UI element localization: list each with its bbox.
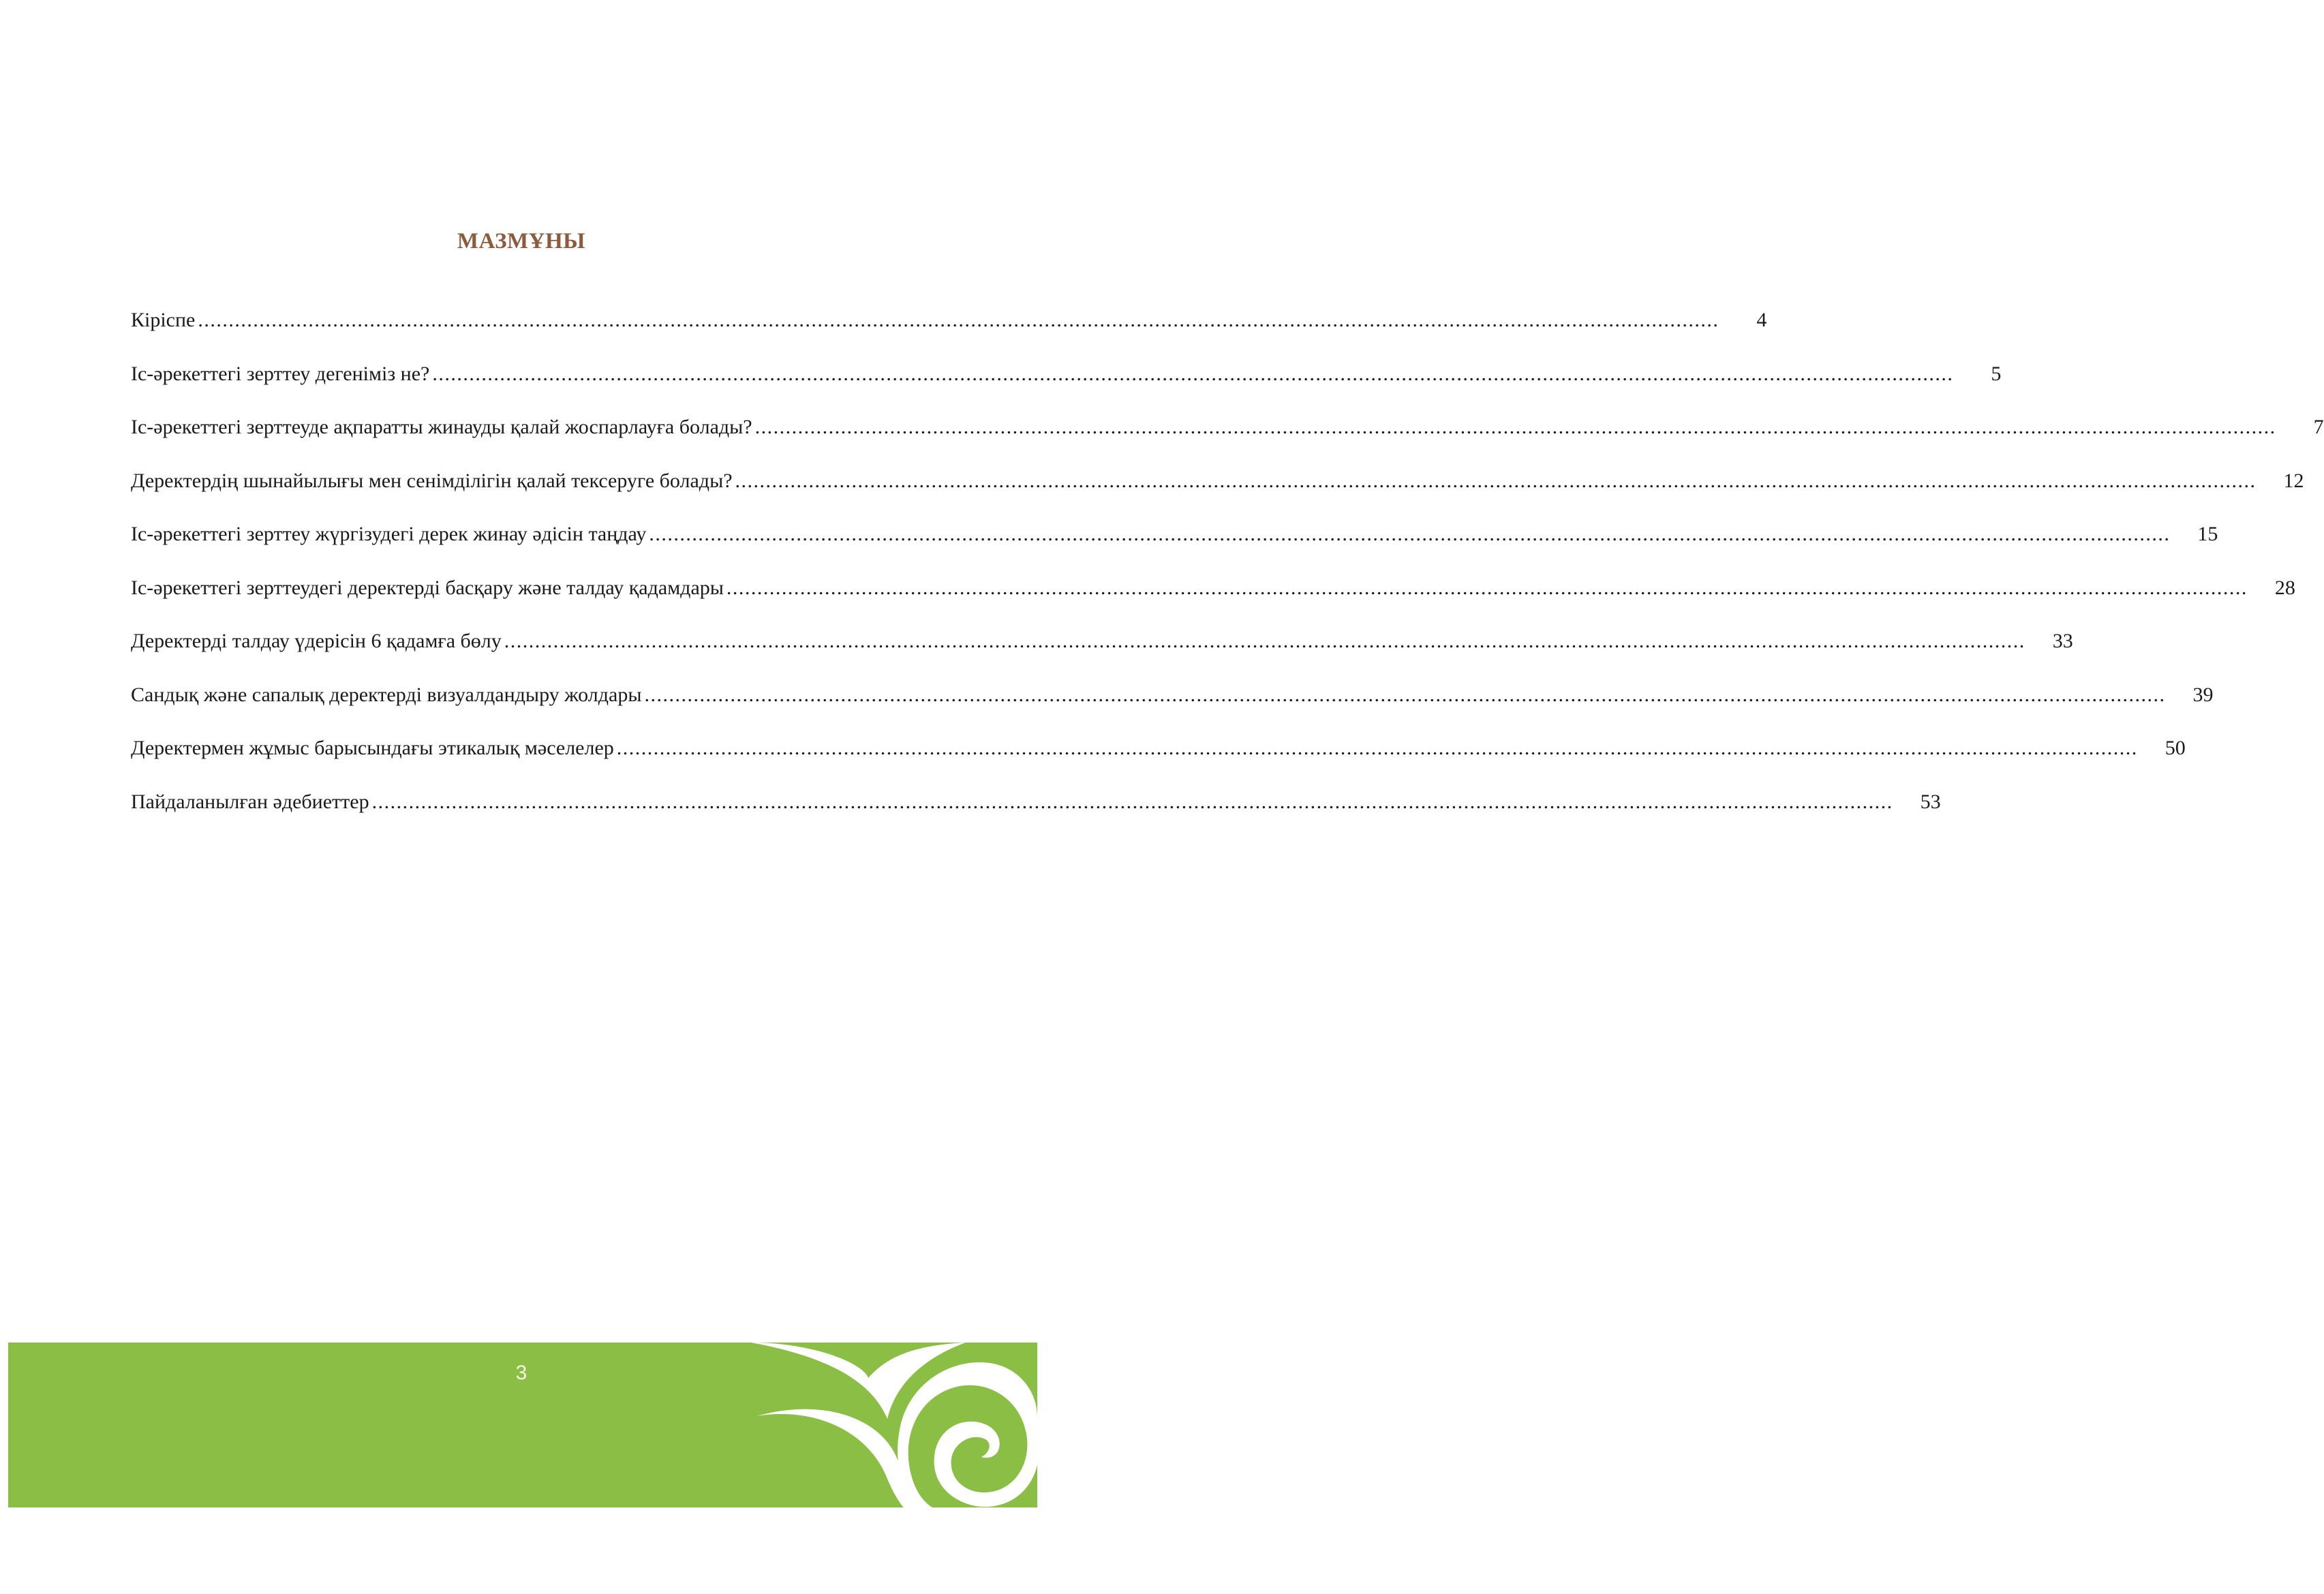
toc-entry-label: Деректердің шынайылығы мен сенімділігін қалай тексеруге болады?: [131, 469, 733, 492]
toc-entry[interactable]: [131, 790, 1941, 844]
toc-entry-page: 28: [2274, 576, 2295, 599]
toc-entry[interactable]: [131, 415, 2324, 469]
toc-entry-label: Кіріспе: [131, 309, 196, 331]
toc-entry-page: 39: [2192, 683, 2214, 706]
toc-dot-leader: ........................................................................................................................................................................................................................................................: [649, 523, 2171, 545]
toc-entry-label: Іс-әрекеттегі зерттеу дегеніміз не?: [131, 362, 430, 385]
toc-entry-label: Іс-әрекеттегі зерттеудегі деректерді басқару және талдау қадамдары: [131, 576, 724, 599]
toc-dot-leader: ........................................................................................................................................................................................................................................................: [432, 362, 1954, 385]
toc-entry[interactable]: [131, 629, 2073, 683]
toc-dot-leader: ........................................................................................................................................................................................................................................................: [754, 416, 2276, 438]
page-number: 3: [515, 1362, 528, 1384]
toc-entry-label: Деректермен жұмыс барысындағы этикалық мәселелер: [131, 737, 614, 759]
toc-entry-label: Пайдаланылған әдебиеттер: [131, 790, 369, 813]
toc-entry-page: 4: [1756, 309, 1767, 331]
toc-entry-label: Деректерді талдау үдерісін 6 қадамға бөлу: [131, 630, 502, 652]
toc-entry[interactable]: [131, 522, 2218, 576]
toc-entry-page: 33: [2052, 630, 2073, 652]
toc-entry-label: Сандық және сапалық деректерді визуалдандыру жолдары: [131, 683, 642, 706]
toc-entry-page: 15: [2197, 523, 2218, 545]
toc-entry-page: 7: [2313, 416, 2324, 438]
toc-dot-leader: ........................................................................................................................................................................................................................................................: [735, 469, 2257, 492]
toc-entry-page: 53: [1920, 790, 1941, 813]
toc-dot-leader: ........................................................................................................................................................................................................................................................: [198, 309, 1719, 331]
toc-entry-page: 12: [2283, 469, 2304, 492]
table-of-contents: [131, 308, 2324, 843]
toc-dot-leader: ........................................................................................................................................................................................................................................................: [616, 737, 2138, 759]
toc-entry-label: Іс-әрекеттегі зерттеу жүргізудегі дерек жинау әдісін таңдау: [131, 523, 647, 545]
toc-dot-leader: ........................................................................................................................................................................................................................................................: [726, 576, 2248, 599]
toc-dot-leader: ........................................................................................................................................................................................................................................................: [504, 630, 2025, 652]
toc-entry-label: Іс-әрекеттегі зерттеуде ақпаратты жинауды қалай жоспарлауға болады?: [131, 416, 752, 438]
toc-entry[interactable]: [131, 576, 2295, 630]
toc-entry[interactable]: [131, 469, 2304, 523]
toc-entry[interactable]: [131, 308, 1767, 362]
toc-entry[interactable]: [131, 362, 2002, 416]
toc-entry-page: 5: [1991, 362, 2002, 385]
toc-entry[interactable]: [131, 736, 2186, 790]
toc-dot-leader: ........................................................................................................................................................................................................................................................: [371, 790, 1893, 813]
toc-entry[interactable]: [131, 683, 2214, 737]
toc-entry-page: 50: [2165, 737, 2186, 759]
page-title: МАЗМҰНЫ: [457, 229, 586, 254]
toc-dot-leader: ........................................................................................................................................................................................................................................................: [644, 683, 2166, 706]
